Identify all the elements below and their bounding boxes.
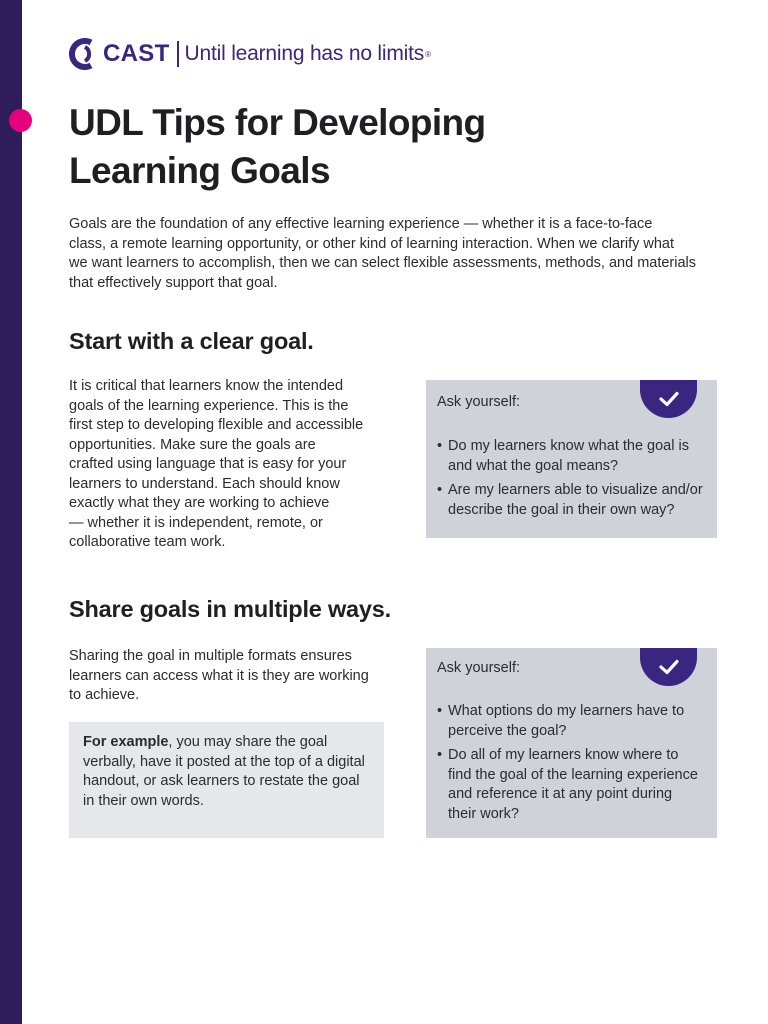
cast-logo-icon (69, 38, 99, 70)
list-item-line: • Do my learners know what the goal is (448, 438, 689, 454)
logo-divider (177, 41, 179, 67)
list-item-line: describe the goal in their own way? (448, 501, 675, 518)
intro-line: Goals are the foundation of any effective learning experience — whether it is a face-to-face (69, 216, 653, 232)
logo-wordmark: CAST (103, 40, 170, 67)
body-line: to achieve. (69, 687, 140, 703)
check-badge (640, 648, 697, 686)
body-line: learners can access what it is they are working (69, 667, 369, 684)
example-line-rest: , you may share the goal (168, 734, 328, 750)
list-item-line: find the goal of the learning experience (448, 766, 698, 783)
ask-yourself-callout (426, 380, 717, 538)
section-heading-clear-goal: Start with a clear goal. (69, 328, 314, 354)
intro-paragraph (69, 215, 709, 293)
body-line: opportunities. Make sure the goals are (69, 436, 316, 453)
example-line: in their own words. (83, 792, 204, 809)
list-item-line: perceive the goal? (448, 722, 567, 739)
body-line: goals of the learning experience. This is the (69, 397, 349, 414)
body-line: collaborative team work. (69, 534, 226, 550)
body-line: first step to developing flexible and accessible (69, 417, 364, 433)
tagline: Until learning has no limits (184, 42, 425, 65)
list-item-line: and reference it at any point during (448, 786, 673, 802)
example-line: verbally, have it posted at the top of a digital (83, 753, 365, 770)
body-line: — whether it is independent, remote, or (69, 514, 323, 531)
body-line: It is critical that learners know the intended (69, 378, 344, 394)
check-badge (640, 380, 697, 418)
question-list (437, 437, 713, 525)
example-text (83, 733, 365, 811)
section2-body (69, 647, 389, 706)
list-item (437, 437, 713, 476)
ask-yourself-callout (426, 648, 717, 838)
header (69, 36, 431, 72)
check-icon (659, 391, 679, 407)
section1-body (69, 377, 389, 553)
intro-line: we want learners to accomplish, then we can select flexible assessments, methods, and materials (69, 255, 697, 271)
list-item (437, 481, 713, 520)
example-line (83, 733, 365, 753)
check-icon (659, 659, 679, 675)
question-list (437, 702, 713, 829)
body-line: crafted using language that is easy for your (69, 456, 347, 472)
body-line: learners to understand. Each should know (69, 475, 340, 492)
page-title-line: UDL Tips for Developing (69, 102, 486, 143)
example-label: For example (83, 734, 169, 750)
side-bar (0, 0, 22, 1024)
registered-mark: ® (425, 49, 431, 59)
section-heading-multiple-ways: Share goals in multiple ways. (69, 596, 391, 622)
intro-line: that effectively support that goal. (69, 274, 278, 291)
list-item-line: • What options do my learners have to (448, 703, 685, 719)
list-item-line: and what the goal means? (448, 457, 619, 474)
list-item-line: • Are my learners able to visualize and/or (448, 482, 703, 498)
page-title (69, 99, 709, 195)
example-box (69, 722, 384, 838)
ask-yourself-label: Ask yourself: (437, 394, 520, 410)
list-item-line: • Do all of my learners know where to (448, 747, 679, 763)
page-title-line: Learning Goals (69, 150, 330, 191)
accent-dot (9, 109, 32, 132)
body-line: Sharing the goal in multiple formats ensures (69, 648, 352, 664)
list-item (437, 702, 713, 741)
list-item-line: their work? (448, 805, 519, 822)
intro-line: class, a remote learning opportunity, or other kind of learning interaction. When we clarify what (69, 235, 675, 252)
body-line: exactly what they are working to achieve (69, 495, 330, 511)
list-item (437, 746, 713, 824)
ask-yourself-label: Ask yourself: (437, 660, 520, 676)
example-line: handout, or ask learners to restate the goal (83, 773, 360, 789)
